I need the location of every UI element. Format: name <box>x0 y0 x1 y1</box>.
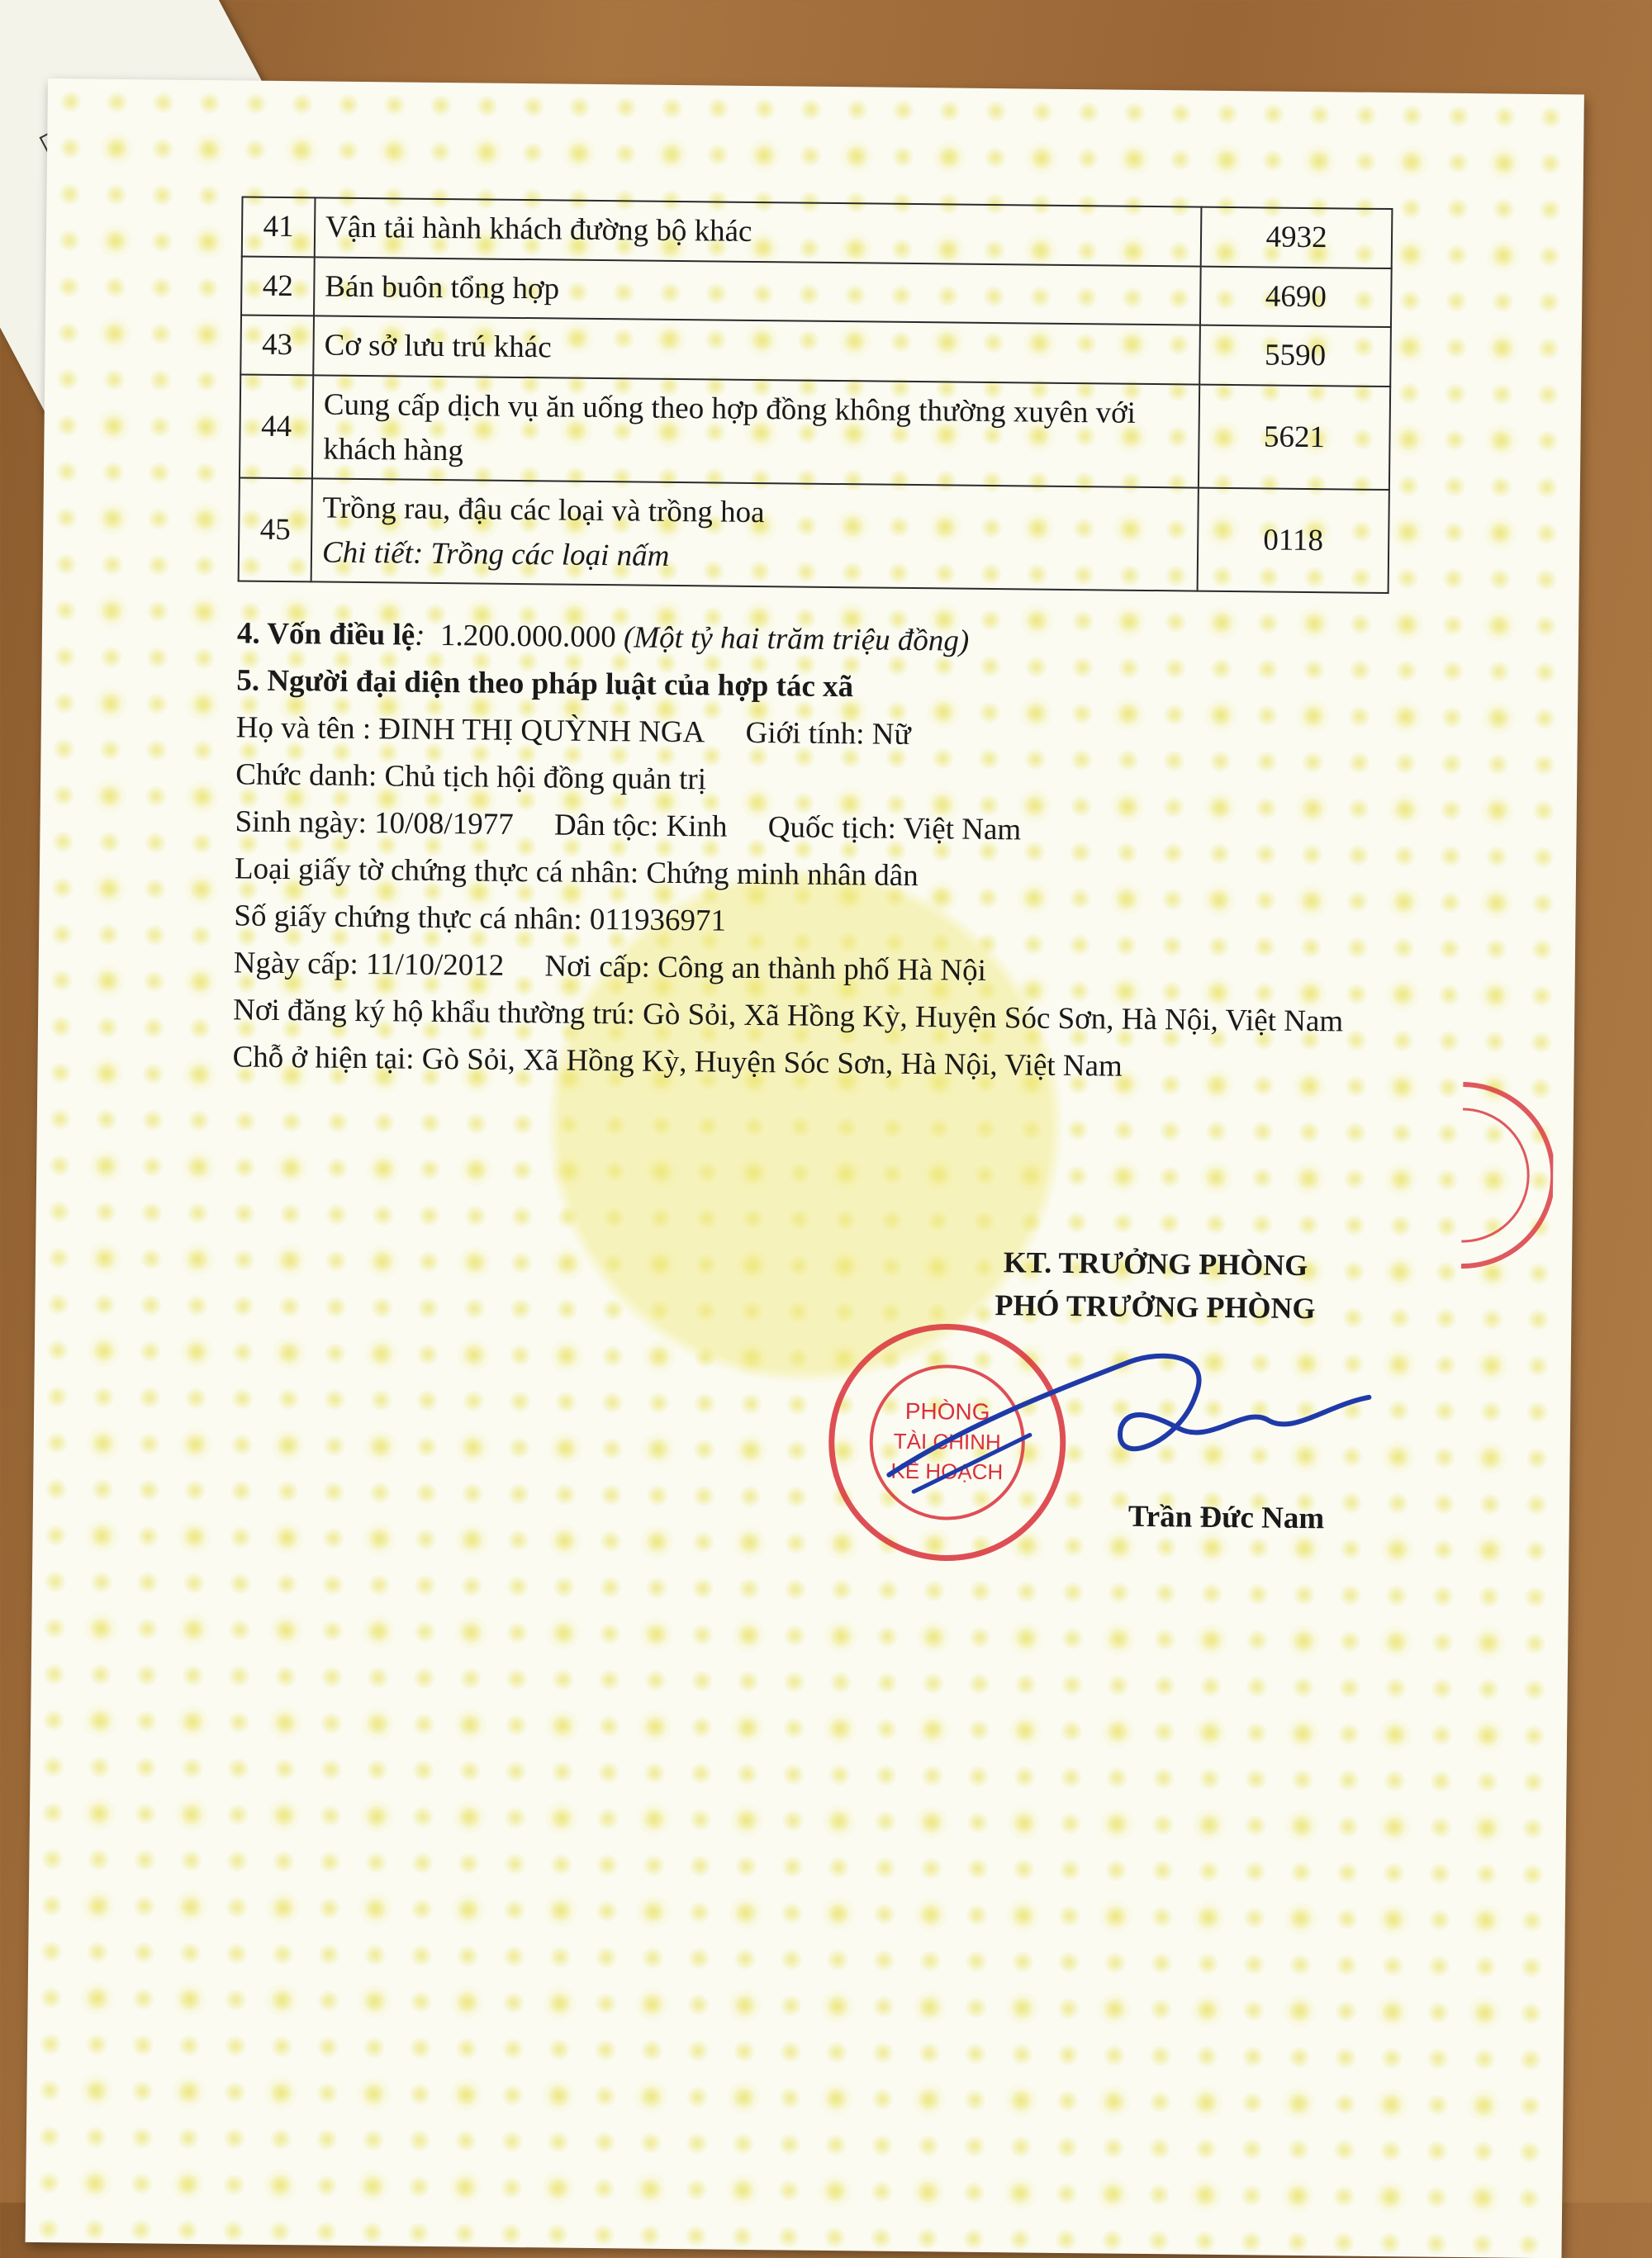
nationality: Quốc tịch: Việt Nam <box>767 810 1022 847</box>
representative-heading: 5. Người đại diện theo pháp luật của hợp tác xã <box>236 663 854 704</box>
business-lines-table <box>238 196 1393 594</box>
business-detail: Chi tiết: Trồng các loại nấm <box>321 535 670 573</box>
row-number: 43 <box>240 315 314 376</box>
id-type: Loại giấy tờ chứng thực cá nhân: Chứng minh nhân dân <box>234 851 919 894</box>
row-number: 45 <box>239 478 312 582</box>
current-residence: Chỗ ở hiện tại: Gò Sỏi, Xã Hồng Kỳ, Huyện Sóc Sơn, Hà Nội, Việt Nam <box>232 1040 1123 1084</box>
edge-stamp-icon <box>1453 1076 1555 1275</box>
business-code: 5621 <box>1199 385 1390 491</box>
position: Chức danh: Chủ tịch hội đồng quản trị <box>235 757 707 797</box>
capital-sep: : <box>414 619 425 653</box>
capital-words: (Một tỷ hai trăm triệu đồng) <box>623 620 970 659</box>
capital-label: 4. Vốn điều lệ <box>236 616 415 653</box>
row-number: 44 <box>240 374 313 478</box>
business-name: Bán buôn tổng hợp <box>314 257 1201 325</box>
gender: Giới tính: Nữ <box>745 716 911 752</box>
page-content <box>232 196 1530 1536</box>
row-number: 42 <box>241 256 315 316</box>
issue-place: Nơi cấp: Công an thành phố Hà Nội <box>544 949 987 989</box>
id-number: Số giấy chứng thực cá nhân: 011936971 <box>234 899 727 939</box>
business-code: 4932 <box>1201 207 1393 268</box>
handwritten-signature-icon <box>864 1326 1378 1512</box>
business-code: 0118 <box>1198 488 1389 594</box>
permanent-residence: Nơi đăng ký hộ khẩu thường trú: Gò Sỏi, Xã Hồng Kỳ, Huyện Sóc Sơn, Hà Nội, Việt Nam <box>232 993 1344 1039</box>
business-code: 5590 <box>1199 325 1391 387</box>
signature-block <box>907 1240 1403 1331</box>
signer-title-1: KT. TRƯỞNG PHÒNG <box>1003 1245 1308 1283</box>
date-of-birth: Sinh ngày: 10/08/1977 <box>235 804 514 842</box>
stamp-line-1: PHÒNG <box>904 1397 990 1425</box>
stamp-line-3: KẾ HOẠCH <box>890 1458 1004 1485</box>
certificate-page <box>26 78 1584 2258</box>
full-name: Họ và tên : ĐINH THỊ QUỲNH NGA <box>235 710 705 750</box>
table-row <box>240 374 1390 490</box>
issue-date: Ngày cấp: 11/10/2012 <box>233 946 505 984</box>
business-name: Cung cấp dịch vụ ăn uống theo hợp đồng không thường xuyên với khách hàng <box>312 375 1199 488</box>
business-cell <box>311 479 1199 592</box>
business-name: Cơ sở lưu trú khác <box>313 316 1200 385</box>
signer-title-2: PHÓ TRƯỞNG PHÒNG <box>995 1288 1316 1326</box>
business-name: Trồng rau, đậu các loại và trồng hoa <box>322 491 765 530</box>
table-row <box>239 478 1389 594</box>
capital-value: 1.200.000.000 <box>439 619 616 655</box>
business-code: 4690 <box>1200 266 1392 327</box>
details-section <box>232 610 1526 1094</box>
signer-name: Trần Đức Nam <box>1127 1499 1325 1536</box>
business-name: Vận tải hành khách đường bộ khác <box>315 197 1202 266</box>
stamp-line-2: TÀI CHÍNH <box>893 1428 1001 1455</box>
row-number: 41 <box>242 197 316 257</box>
ethnicity: Dân tộc: Kinh <box>553 808 728 845</box>
